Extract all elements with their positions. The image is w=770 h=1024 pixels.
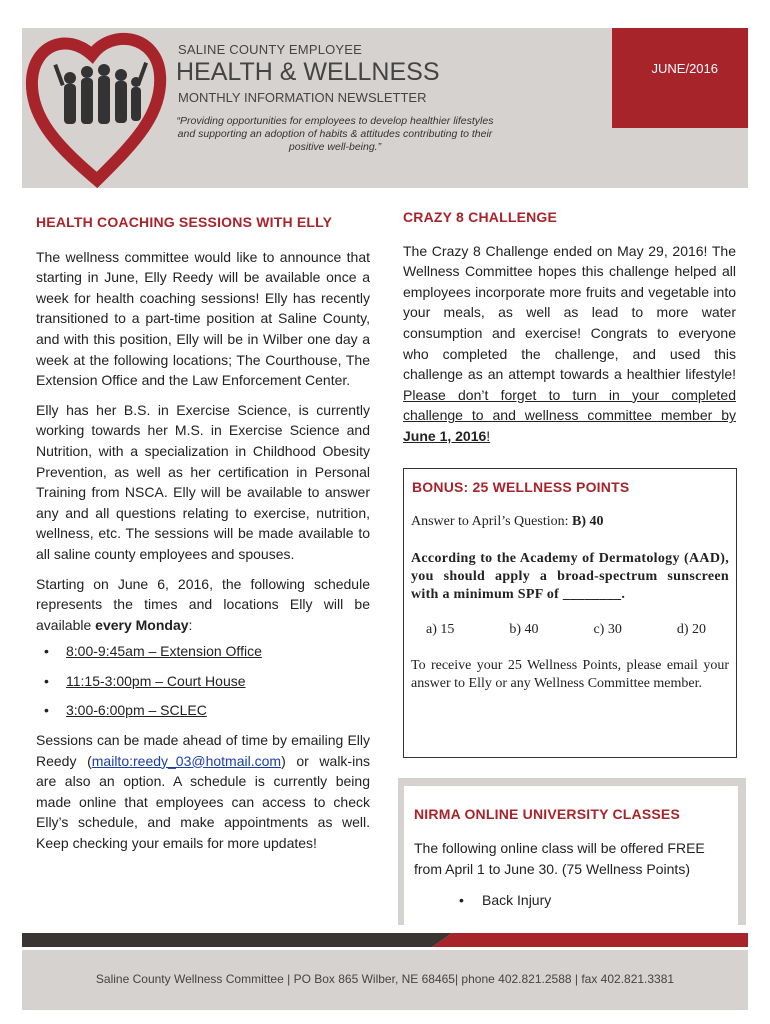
date-banner (612, 28, 748, 128)
header-subtitle: MONTHLY INFORMATION NEWSLETTER (178, 90, 427, 105)
list-item: • 11:15-3:00pm – Court House (66, 671, 370, 692)
list-item: • 3:00-6:00pm – SCLEC (66, 700, 370, 721)
option: a) 15 (426, 622, 455, 637)
schedule-list (36, 641, 370, 721)
paragraph: Elly has her B.S. in Exercise Science, is currently working towards her M.S. in Exercise Science and Nutrition, with a specialization in Childhood Obesity Prevention, as well as her certification in Personal Training from NSCA. Elly will be available to answer any and all questions relating to exercise, nutrition, wellness, etc. The sessions will be made available to all saline county employees and spouses. (36, 401, 370, 562)
paragraph: Starting on June 6, 2016, the following schedule represents the times and locations Elly will be available every Monday: (36, 575, 370, 633)
nirma-panel (404, 786, 738, 925)
header-tagline: “Providing opportunities for employees to develop healthier lifestyles and supporting an adoption of habits & attitudes contributing to their positive well-being.” (176, 115, 494, 153)
section-heading: HEALTH COACHING SESSIONS WITH ELLY (36, 214, 333, 230)
email-link[interactable]: mailto:reedy_03@hotmail.com (91, 752, 282, 769)
bonus-instructions: To receive your 25 Wellness Points, please email your answer to Elly or any Wellness Committee member. (411, 658, 729, 691)
footer-divider (22, 933, 748, 947)
footer (22, 950, 748, 1010)
deadline: June 1, 2016 (403, 427, 487, 444)
health-coaching-section (36, 212, 370, 854)
footer-contact: Saline County Wellness Committee | PO Box 865 Wilber, NE 68465| phone 402.821.2588 | fax 402.821.3381 (95, 972, 675, 986)
paragraph: The following online class will be offered FREE from April 1 to June 30. (75 Wellness Points) (414, 840, 705, 877)
newsletter-header (22, 28, 748, 188)
page-title: HEALTH & WELLNESS (176, 58, 440, 86)
bonus-answer: Answer to April’s Question: B) 40 (411, 514, 604, 529)
list-item: • Back Injury (482, 892, 551, 908)
section-heading: CRAZY 8 CHALLENGE (403, 209, 558, 225)
issue-date: JUNE/2016 (651, 61, 718, 76)
section-heading: NIRMA ONLINE UNIVERSITY CLASSES (414, 806, 681, 822)
bonus-question: According to the Academy of Dermatology (AAD), you should apply a broad-spectrum sunscreen with a minimum SPF of ________. (411, 551, 729, 602)
crazy8-section (403, 207, 736, 447)
heart-people-logo-icon (22, 20, 172, 190)
paragraph: The wellness committee would like to announce that starting in June, Elly Reedy will be available once a week for health coaching sessions! Elly has recently transitioned to a part-time position at Saline County, and with this position, Elly will be in Wilber one day a week at the following locations; The Courthouse, The Extension Office and the Law Enforcement Center. (36, 248, 370, 389)
option: c) 30 (593, 622, 622, 637)
nirma-section (398, 778, 746, 925)
emphasis: every Monday (95, 616, 189, 633)
option: b) 40 (509, 622, 539, 637)
section-heading: BONUS: 25 WELLNESS POINTS (412, 479, 630, 495)
bonus-box (403, 468, 737, 758)
list-item: • 8:00-9:45am – Extension Office (66, 641, 370, 662)
paragraph: Sessions can be made ahead of time by emailing Elly Reedy (mailto:reedy_03@hotmail.com) or walk-ins are also an option. A schedule is currently being made online that employees can access to check Elly’s schedule, and make appointments as well. Keep checking your emails for more updates! (36, 732, 370, 852)
option: d) 20 (676, 622, 706, 637)
answer-options (426, 622, 706, 638)
paragraph: The Crazy 8 Challenge ended on May 29, 2016! The Wellness Committee hopes this challenge helped all employees incorporate more fruits and vegetable into your meals, as well as lead to more water consumption and exercise! Congrats to everyone who completed the challenge, and used this challenge as an attempt towards a healthier lifestyle! Please don’t forget to turn in your completed challenge to and wellness committee member by June 1, 2016! (403, 242, 736, 444)
header-kicker: SALINE COUNTY EMPLOYEE (178, 42, 363, 57)
